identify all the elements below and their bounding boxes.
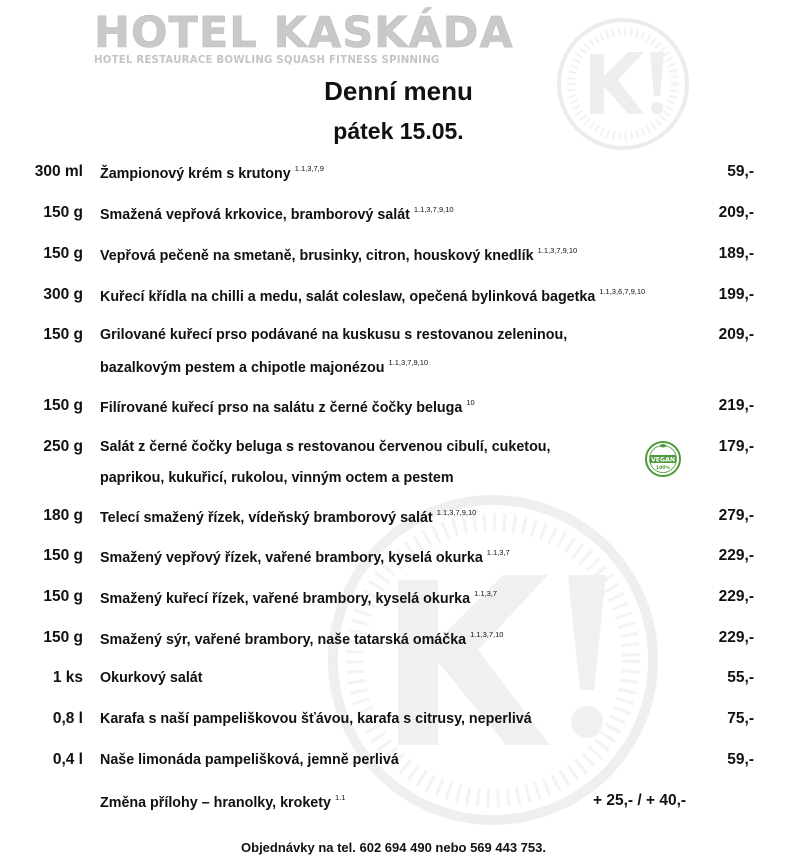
side-change-price: + 25,- / + 40,-: [593, 792, 687, 809]
item-price: 189,-: [718, 245, 754, 262]
logo-subtitle: HOTEL RESTAURACE BOWLING SQUASH FITNESS SPINNING: [94, 55, 440, 66]
item-price: 229,-: [718, 588, 754, 605]
item-price: 59,-: [727, 163, 754, 180]
menu-item: [0, 751, 787, 771]
menu-item: [0, 245, 787, 265]
item-allergens: 10: [466, 398, 475, 407]
menu-date: pátek 15.05.: [333, 118, 464, 144]
item-price: 229,-: [718, 629, 754, 646]
item-name: Smažený vepřový řízek, vařené brambory, kyselá okurka $^{1.1,3,7}$: [100, 548, 510, 566]
item-quantity: 150 g: [43, 326, 83, 343]
item-quantity: 180 g: [43, 507, 83, 524]
item-allergens: 1.1,3,7,9,10: [537, 246, 578, 255]
item-name: Smažený sýr, vařené brambory, naše tatarská omáčka $^{1.1,3,7,10}$: [100, 630, 504, 648]
item-price: 209,-: [718, 326, 754, 343]
item-price: 279,-: [718, 507, 754, 524]
item-allergens: 1.1,3,7,10: [470, 630, 504, 639]
hotel-logo: [94, 8, 522, 66]
item-allergens: 1.1,3,7,9,10: [413, 205, 454, 214]
item-name: Žampionový krém s krutony $^{1.1,3,7,9}$: [100, 164, 324, 182]
item-price: 59,-: [727, 751, 754, 768]
item-allergens: 1.1,3,7: [486, 548, 510, 557]
item-name: Smažená vepřová krkovice, bramborový salát $^{1.1,3,7,9,10}$: [100, 205, 454, 223]
item-allergens: 1.1,3,7,9: [294, 164, 324, 173]
item-name: Salát z černé čočky beluga s restovanou červenou cibulí, cuketou,: [100, 439, 551, 455]
item-name: Telecí smažený řízek, vídeňský bramborový salát $^{1.1,3,7,9,10}$: [100, 508, 477, 526]
menu-item: [0, 629, 787, 649]
item-name-line2: bazalkovým pestem a chipotle majonézou $^{1.1,3,7,9,10}$: [100, 358, 429, 376]
item-price: 75,-: [727, 710, 754, 727]
item-price: 219,-: [718, 397, 754, 414]
item-quantity: 150 g: [43, 629, 83, 646]
logo-title: HOTEL KASKÁDA: [94, 8, 514, 58]
item-quantity: 150 g: [43, 245, 83, 262]
item-name: Vepřová pečeně na smetaně, brusinky, citron, houskový knedlík $^{1.1,3,7,9,10}$: [100, 246, 578, 264]
item-name: Karafa s naší pampeliškovou šťávou, karafa s citrusy, neperlivá: [100, 711, 532, 727]
item-name: Naše limonáda pampelišková, jemně perlivá: [100, 752, 399, 768]
item-allergens: 1.1,3,7,9,10: [388, 358, 429, 367]
k-exclamation-watermark-icon: [288, 490, 698, 830]
order-contact-footer: Objednávky na tel. 602 694 490 nebo 569 443 753.: [241, 840, 546, 855]
item-quantity: 0,8 l: [52, 710, 83, 727]
menu-item: [0, 397, 787, 417]
menu-item: [0, 710, 787, 730]
menu-item: [0, 163, 787, 183]
item-price: 229,-: [718, 547, 754, 564]
vegan-badge-icon: [644, 440, 682, 478]
item-price: 199,-: [718, 286, 754, 303]
item-quantity: 150 g: [43, 547, 83, 564]
item-quantity: 1 ks: [52, 669, 83, 686]
item-price: 179,-: [718, 438, 754, 455]
item-quantity: 300 ml: [34, 163, 83, 180]
item-quantity: 250 g: [43, 438, 83, 455]
menu-item: [0, 326, 787, 376]
vegan-badge-percent: 100%: [655, 466, 671, 471]
side-change-label: Změna přílohy – hranolky, krokety $^{1.1}$: [100, 793, 346, 811]
menu-item: [0, 588, 787, 608]
item-quantity: 150 g: [43, 397, 83, 414]
item-name: Okurkový salát: [100, 670, 203, 686]
item-name: Kuřecí křídla na chilli a medu, salát coleslaw, opečená bylinková bagetka $^{1.1,3,6,7,9,10}$: [100, 287, 646, 305]
item-price: 55,-: [727, 669, 754, 686]
item-allergens: 1.1,3,7,9,10: [436, 508, 477, 517]
menu-item: [0, 286, 787, 306]
menu-item: [0, 669, 787, 689]
item-quantity: 300 g: [43, 286, 83, 303]
side-allergens: 1.1: [334, 793, 346, 802]
item-name: Filírované kuřecí prso na salátu z černé čočky beluga $^{10}$: [100, 398, 475, 416]
item-name: Grilované kuřecí prso podávané na kuskusu s restovanou zeleninou,: [100, 327, 568, 343]
menu-item: [0, 204, 787, 224]
item-quantity: 150 g: [43, 588, 83, 605]
item-allergens: 1.1,3,6,7,9,10: [599, 287, 646, 296]
menu-item: [0, 547, 787, 567]
vegan-badge-label: VEGAN: [650, 456, 676, 464]
item-name: Smažený kuřecí řízek, vařené brambory, kyselá okurka $^{1.1,3,7}$: [100, 589, 498, 607]
item-quantity: 150 g: [43, 204, 83, 221]
menu-title: Denní menu: [324, 76, 473, 106]
item-name-line2: paprikou, kukuřicí, rukolou, vinným octem a pestem: [100, 470, 454, 486]
item-quantity: 0,4 l: [52, 751, 83, 768]
item-price: 209,-: [718, 204, 754, 221]
item-allergens: 1.1,3,7: [474, 589, 498, 598]
menu-item: [0, 507, 787, 527]
